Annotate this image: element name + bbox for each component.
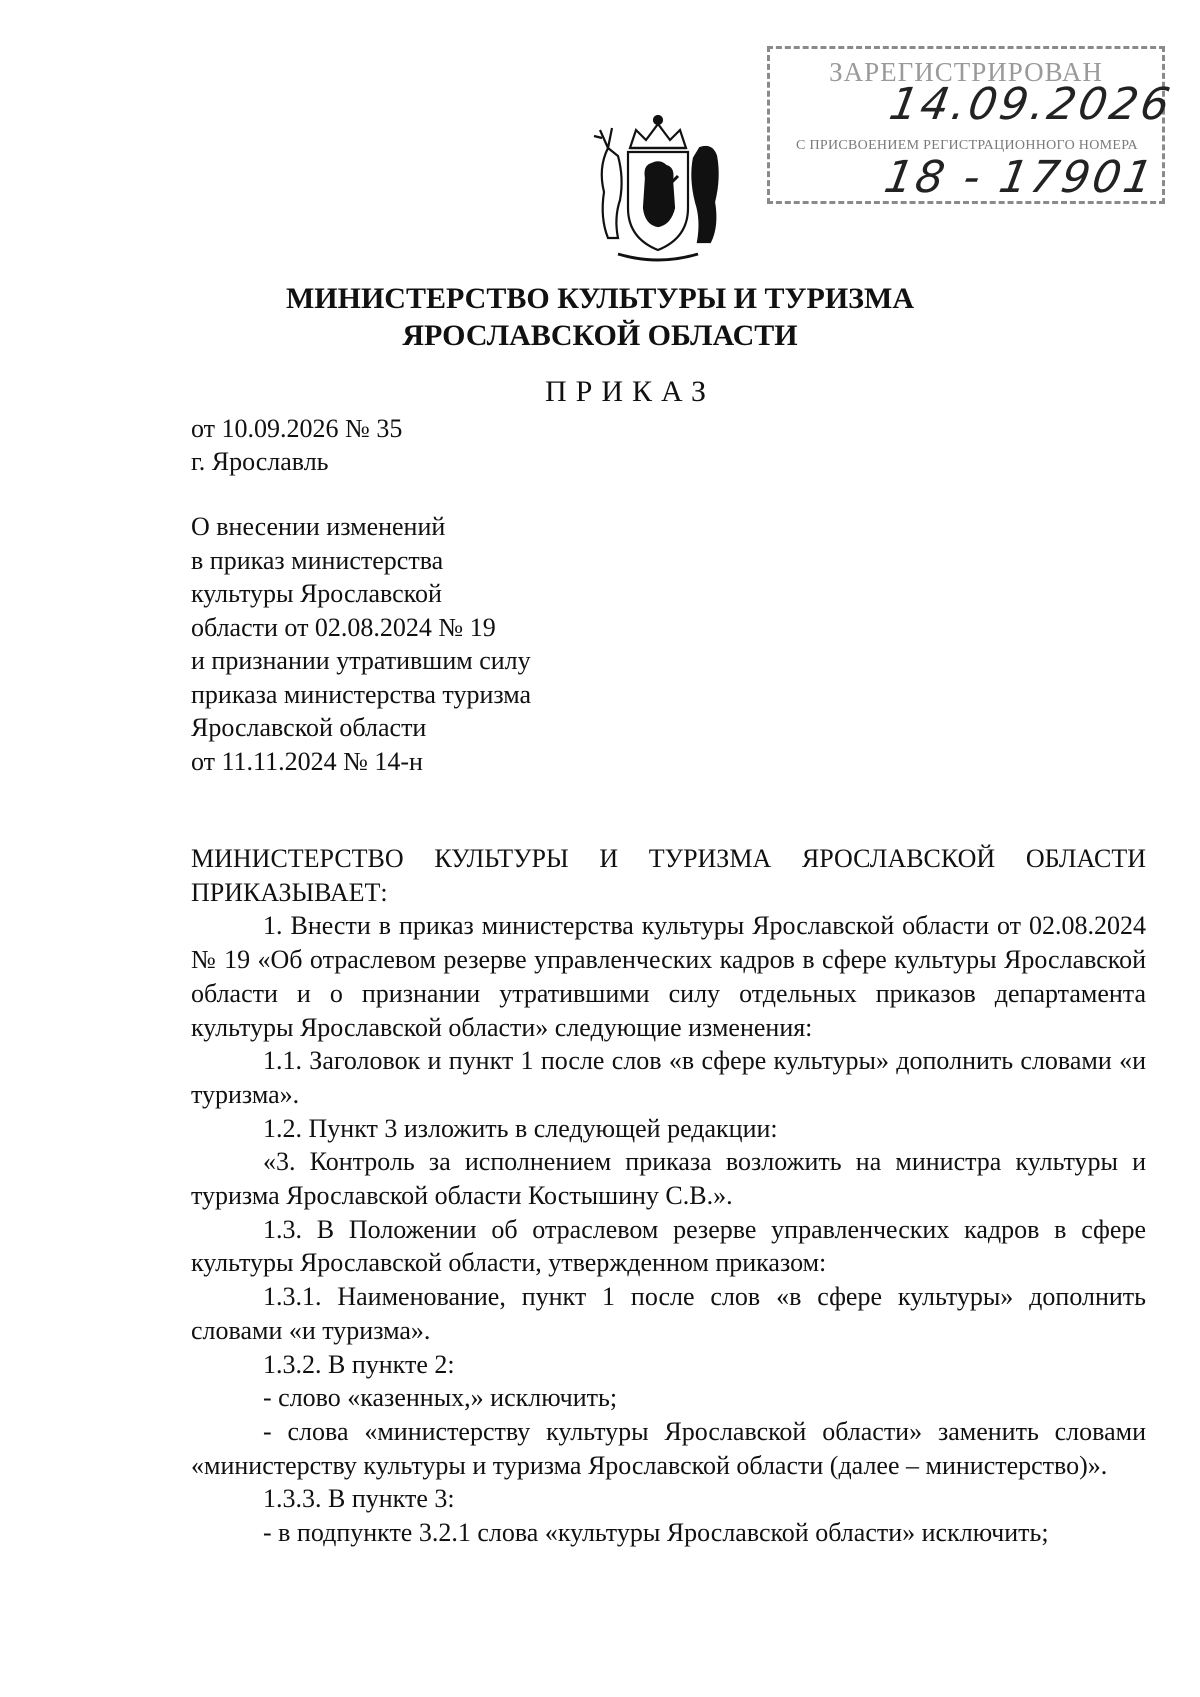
body-paragraph: 1.3. В Положении об отраслевом резерве управленческих кадров в сфере культуры Ярославской области, утвержденном приказом: (191, 1214, 1146, 1278)
coat-of-arms-icon (578, 108, 738, 268)
order-subject (191, 510, 531, 778)
body-paragraph: 1. Внести в приказ министерства культуры Ярославской области от 02.08.2024 № 19 «Об отраслевом резерве управленческих кадров в сфере культуры Ярославской области и о признании утратившими силу отдельных приказов департамента культуры Ярославской области» следующие изменения: (191, 911, 1146, 1042)
subject-line: и признании утратившим силу (191, 646, 531, 675)
body-paragraph: 1.2. Пункт 3 изложить в следующей редакции: (263, 1113, 778, 1143)
document-type: ПРИКАЗ (545, 375, 715, 408)
body-paragraph: 1.3.3. В пункте 3: (263, 1484, 455, 1514)
order-city: г. Ярославль (191, 447, 329, 476)
stamp-date: 14.09.2026 (885, 79, 1177, 130)
body-paragraph: 1.1. Заголовок и пункт 1 после слов «в сфере культуры» дополнить словами «и туризма». (191, 1046, 1146, 1109)
registration-stamp (767, 46, 1177, 204)
subject-line: от 11.11.2024 № 14-н (191, 746, 423, 776)
body-paragraph: - слово «казенных,» исключить; (263, 1383, 618, 1413)
subject-line: приказа министерства туризма (191, 679, 532, 709)
subject-line: Ярославской области (191, 713, 427, 742)
subject-line: области от 02.08.2024 № 19 (191, 612, 496, 642)
body-paragraph: 1.3.2. В пункте 2: (263, 1349, 455, 1379)
body-paragraph: - слова «министерству культуры Ярославской области» заменить словами «министерству культуры и туризма Ярославской области (далее – министерство)». (191, 1416, 1146, 1480)
order-date-number: от 10.09.2026 № 35 (191, 414, 403, 443)
subject-line: О внесении изменений (191, 512, 446, 541)
stamp-caption: С ПРИСВОЕНИЕМ РЕГИСТРАЦИОННОГО НОМЕРА (796, 138, 1138, 153)
preamble-paragraph: МИНИСТЕРСТВО КУЛЬТУРЫ И ТУРИЗМА ЯРОСЛАВСКОЙ ОБЛАСТИ ПРИКАЗЫВАЕТ: (191, 844, 1146, 907)
ministry-name-line1: МИНИСТЕРСТВО КУЛЬТУРЫ И ТУРИЗМА (285, 282, 914, 315)
order-body (191, 842, 1146, 1550)
subject-line: в приказ министерства (191, 545, 444, 575)
body-paragraph: «3. Контроль за исполнением приказа возложить на министра культуры и туризма Ярославской области Костышину С.В.». (191, 1147, 1146, 1211)
body-paragraph: - в подпункте 3.2.1 слова «культуры Ярославской области» исключить; (263, 1518, 1049, 1548)
ministry-name-line2: ЯРОСЛАВСКОЙ ОБЛАСТИ (402, 319, 798, 352)
stamp-registration-number: 18 - 17901 (880, 152, 1160, 203)
subject-line: культуры Ярославской (191, 579, 442, 608)
body-paragraph: 1.3.1. Наименование, пункт 1 после слов «в сфере культуры» дополнить словами «и туризма». (191, 1282, 1146, 1345)
stamp-title: ЗАРЕГИСТРИРОВАН (829, 57, 1103, 87)
